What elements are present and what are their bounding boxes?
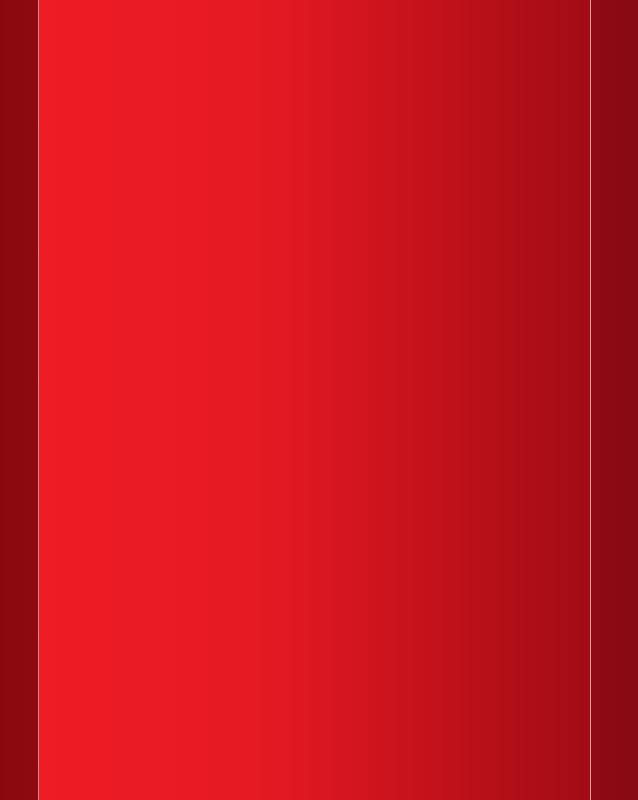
menu-list — [39, 44, 592, 78]
menu-panel — [38, 0, 591, 800]
menu-item-row — [39, 44, 592, 78]
